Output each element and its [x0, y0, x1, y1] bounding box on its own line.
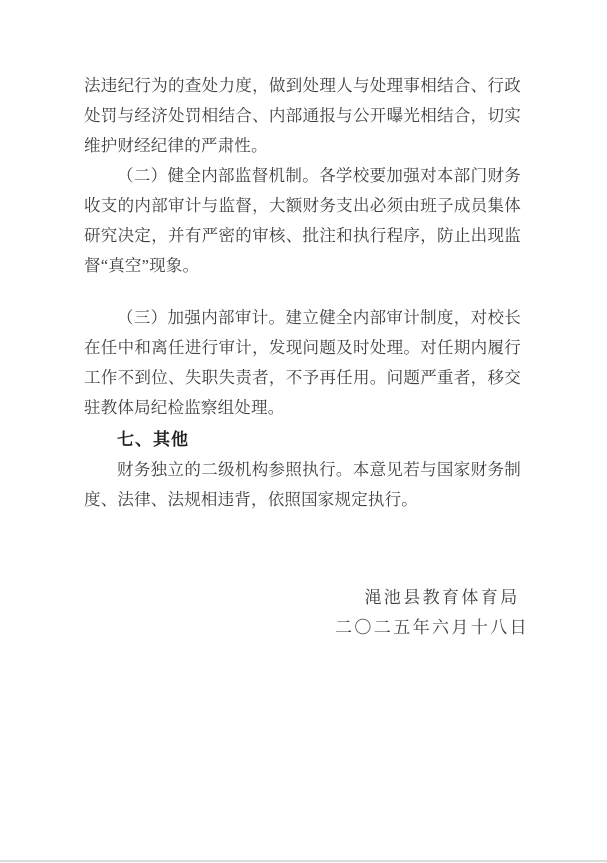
paragraph-other: 财务独立的二级机构参照执行。本意见若与国家财务制度、法律、法规相违背，依照国家规定执行。	[84, 460, 521, 509]
document-body	[84, 71, 529, 643]
signature-organization: 渑池县教育体育局	[364, 588, 520, 607]
paragraph-continuation: 法违纪行为的查处力度，做到处理人与处理事相结合、行政处罚与经济处罚相结合、内部通报与公开曝光相结合，切实维护财经纪律的严肃性。	[84, 76, 521, 155]
signature-block	[335, 583, 529, 643]
paragraph-item-2: （二）健全内部监督机制。各学校要加强对本部门财务收支的内部审计与监督，大额财务支出必须由班子成员集体研究决定，并有严密的审核、批注和执行程序，防止出现监督“真空”现象。	[84, 166, 521, 275]
section-heading-seven: 七、其他	[117, 430, 189, 449]
signature-date: 二〇二五年六月十八日	[335, 618, 529, 637]
page-bottom-edge-line	[0, 860, 607, 862]
paragraph-item-3: （三）加强内部审计。建立健全内部审计制度，对校长在任中和离任进行审计，发现问题及时处理。对任期内履行工作不到位、失职失责者，不予再任用。问题严重者，移交驻教体局纪检监察组处理。	[84, 308, 521, 417]
